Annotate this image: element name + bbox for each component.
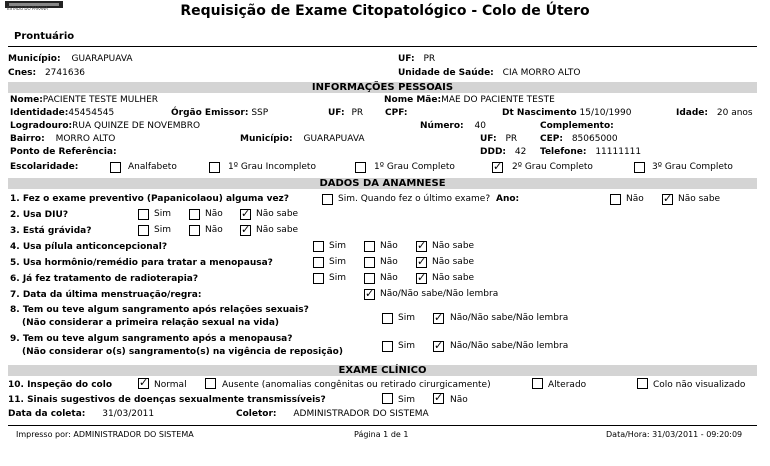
field-orgao: Órgão Emissor: SSP bbox=[171, 108, 269, 118]
check-mark-icon: ✓ bbox=[139, 376, 149, 389]
checkbox-q5-nao[interactable] bbox=[364, 257, 375, 268]
checkbox-q3-nao-sabe[interactable] bbox=[240, 225, 251, 236]
question-5: 5. Usa hormônio/remédio para tratar a menopausa? bbox=[10, 258, 273, 268]
option-label: Não sabe bbox=[256, 209, 299, 219]
checkbox-q6-nao-sabe[interactable] bbox=[416, 273, 427, 284]
checkbox-q2-nao[interactable] bbox=[189, 209, 200, 220]
checkbox-q1-sim[interactable] bbox=[322, 194, 333, 205]
option-label: Não/Não sabe/Não lembra bbox=[380, 289, 499, 299]
option-label: Sim bbox=[329, 257, 346, 267]
question-9: 9. Tem ou teve algum sangramento após a menopausa? bbox=[10, 334, 293, 344]
question-7: 7. Data da última menstruação/regra: bbox=[10, 290, 202, 300]
prontuario-heading: Prontuário bbox=[14, 31, 75, 42]
checkbox-q4-sim[interactable] bbox=[313, 241, 324, 252]
option-label: Ausente (anomalias congênitas ou retirado cirurgicamente) bbox=[222, 380, 491, 390]
field-uf2: UF: PR bbox=[480, 134, 518, 144]
field-idade: Idade: 20 anos bbox=[676, 108, 753, 118]
option-label: Sim bbox=[398, 395, 415, 405]
question-1: 1. Fez o exame preventivo (Papanicolaou) alguma vez? bbox=[10, 194, 290, 204]
question-11: 11. Sinais sugestivos de doenças sexualmente transmissíveis? bbox=[8, 395, 326, 405]
option-label: Normal bbox=[154, 380, 187, 390]
question-9-note: (Não considerar o(s) sangramento(s) na vigência de reposição) bbox=[22, 347, 343, 357]
check-mark-icon: ✓ bbox=[434, 339, 444, 352]
footer-datahora: Data/Hora: 31/03/2011 - 09:20:09 bbox=[606, 430, 743, 439]
option-label: Não bbox=[205, 225, 223, 235]
field-bairro: Bairro: MORRO ALTO bbox=[10, 134, 116, 144]
checkbox-q11-sim[interactable] bbox=[382, 393, 393, 404]
option-label: Sim bbox=[154, 225, 171, 235]
unit-uf: UF: PR bbox=[398, 54, 436, 64]
question-4: 4. Usa pílula anticoncepcional? bbox=[10, 242, 168, 252]
question-2: 2. Usa DIU? bbox=[10, 210, 69, 220]
checkbox-q8-nao-lembra[interactable] bbox=[433, 313, 444, 324]
field-identidade: Identidade:45454545 bbox=[10, 108, 115, 118]
checkbox-q3-nao[interactable] bbox=[189, 225, 200, 236]
question-8-note: (Não considerar a primeira relação sexual na vida) bbox=[22, 318, 280, 328]
option-label: 3º Grau Completo bbox=[652, 162, 733, 172]
field-cpf: CPF: bbox=[385, 108, 408, 118]
q1-ano-label: Ano: bbox=[496, 194, 520, 204]
checkbox-1grau-completo[interactable] bbox=[355, 162, 366, 173]
question-6: 6. Já fez tratamento de radioterapia? bbox=[10, 274, 199, 284]
checkbox-q2-sim[interactable] bbox=[138, 209, 149, 220]
option-label: Não/Não sabe/Não lembra bbox=[450, 313, 569, 323]
checkbox-q9-nao-lembra[interactable] bbox=[433, 341, 444, 352]
footer-pagina: Página 1 de 1 bbox=[354, 430, 409, 439]
section-personal-info: INFORMAÇÕES PESSOAIS bbox=[8, 82, 757, 93]
check-mark-icon: ✓ bbox=[493, 160, 503, 173]
checkbox-3grau-completo[interactable] bbox=[634, 162, 645, 173]
section-anamnese: DADOS DA ANAMNESE bbox=[8, 178, 757, 189]
check-mark-icon: ✓ bbox=[365, 287, 375, 300]
field-telefone: Telefone: 11111111 bbox=[540, 147, 642, 157]
checkbox-q10-normal[interactable] bbox=[138, 378, 149, 389]
option-label: Não sabe bbox=[432, 273, 475, 283]
option-label: Não sabe bbox=[432, 257, 475, 267]
checkbox-q2-nao-sabe[interactable] bbox=[240, 209, 251, 220]
option-label: Não bbox=[626, 194, 644, 204]
checkbox-q4-nao-sabe[interactable] bbox=[416, 241, 427, 252]
option-label: Não sabe bbox=[678, 194, 721, 204]
field-complemento: Complemento: bbox=[540, 121, 614, 131]
checkbox-q7-nao-lembra[interactable] bbox=[364, 289, 375, 300]
checkbox-q9-sim[interactable] bbox=[382, 341, 393, 352]
option-label: 1º Grau Completo bbox=[374, 162, 455, 172]
check-mark-icon: ✓ bbox=[434, 391, 444, 404]
check-mark-icon: ✓ bbox=[241, 223, 251, 236]
checkbox-q5-nao-sabe[interactable] bbox=[416, 257, 427, 268]
option-label: Sim bbox=[329, 241, 346, 251]
unit-cnes: Cnes: 2741636 bbox=[8, 68, 86, 78]
unit-unidade: Unidade de Saúde: CIA MORRO ALTO bbox=[398, 68, 581, 78]
divider bbox=[8, 46, 757, 47]
check-mark-icon: ✓ bbox=[417, 271, 427, 284]
check-mark-icon: ✓ bbox=[417, 239, 427, 252]
checkbox-analfabeto[interactable] bbox=[110, 162, 121, 173]
logo-caption: ESTADO DO PARANA bbox=[7, 6, 48, 11]
checkbox-q10-nao-visualizado[interactable] bbox=[637, 378, 648, 389]
option-label: Não bbox=[380, 257, 398, 267]
escolaridade-label: Escolaridade: bbox=[10, 162, 79, 172]
question-10: 10. Inspeção do colo bbox=[8, 380, 113, 390]
checkbox-q1-nao-sabe[interactable] bbox=[662, 194, 673, 205]
field-ddd: DDD: 42 bbox=[480, 147, 527, 157]
checkbox-1grau-incompleto[interactable] bbox=[209, 162, 220, 173]
option-label: Sim bbox=[329, 273, 346, 283]
field-ponto-referencia: Ponto de Referência: bbox=[10, 147, 117, 157]
option-label: Sim bbox=[398, 313, 415, 323]
field-nome: Nome:PACIENTE TESTE MULHER bbox=[10, 95, 159, 105]
option-label: Alterado bbox=[548, 380, 587, 390]
option-label: Não sabe bbox=[432, 241, 475, 251]
field-coletor: Coletor: ADMINISTRADOR DO SISTEMA bbox=[236, 409, 429, 419]
footer-divider bbox=[8, 425, 757, 426]
option-label: Não bbox=[450, 395, 468, 405]
checkbox-q6-nao[interactable] bbox=[364, 273, 375, 284]
option-label: Não bbox=[380, 273, 398, 283]
checkbox-q10-alterado[interactable] bbox=[532, 378, 543, 389]
checkbox-2grau-completo[interactable] bbox=[492, 162, 503, 173]
field-logradouro: Logradouro:RUA QUINZE DE NOVEMBRO bbox=[10, 121, 201, 131]
page-title: Requisição de Exame Citopatológico - Colo de Útero bbox=[180, 3, 590, 19]
checkbox-q11-nao[interactable] bbox=[433, 393, 444, 404]
checkbox-q8-sim[interactable] bbox=[382, 313, 393, 324]
option-label: Analfabeto bbox=[128, 162, 177, 172]
section-exame-clinico: EXAME CLÍNICO bbox=[8, 365, 757, 376]
question-8: 8. Tem ou teve algum sangramento após relações sexuais? bbox=[10, 305, 309, 315]
option-label: 2º Grau Completo bbox=[512, 162, 593, 172]
checkbox-q4-nao[interactable] bbox=[364, 241, 375, 252]
option-label: Não bbox=[380, 241, 398, 251]
footer-impresso: Impresso por: ADMINISTRADOR DO SISTEMA bbox=[16, 430, 194, 439]
checkbox-q10-ausente[interactable] bbox=[205, 378, 216, 389]
option-label: Sim bbox=[398, 341, 415, 351]
checkbox-q5-sim[interactable] bbox=[313, 257, 324, 268]
option-label: 1º Grau Incompleto bbox=[228, 162, 316, 172]
option-label: Sim bbox=[154, 209, 171, 219]
check-mark-icon: ✓ bbox=[663, 192, 673, 205]
option-label: Não bbox=[205, 209, 223, 219]
checkbox-q1-nao[interactable] bbox=[610, 194, 621, 205]
field-data-coleta: Data da coleta: 31/03/2011 bbox=[8, 409, 155, 419]
field-numero: Número: 40 bbox=[420, 121, 486, 131]
field-cep: CEP: 85065000 bbox=[540, 134, 618, 144]
field-municipio: Município: GUARAPUAVA bbox=[240, 134, 365, 144]
check-mark-icon: ✓ bbox=[241, 207, 251, 220]
checkbox-q6-sim[interactable] bbox=[313, 273, 324, 284]
field-nome-mae: Nome Mãe:MAE DO PACIENTE TESTE bbox=[384, 95, 555, 105]
check-mark-icon: ✓ bbox=[434, 311, 444, 324]
option-label: Colo não visualizado bbox=[653, 380, 746, 390]
question-3: 3. Está grávida? bbox=[10, 226, 92, 236]
field-dtnasc: Dt Nascimento 15/10/1990 bbox=[502, 108, 632, 118]
q1-sim-label: Sim. Quando fez o último exame? bbox=[338, 194, 491, 204]
option-label: Não/Não sabe/Não lembra bbox=[450, 341, 569, 351]
checkbox-q3-sim[interactable] bbox=[138, 225, 149, 236]
unit-municipio: Município: GUARAPUAVA bbox=[8, 54, 133, 64]
field-uf: UF: PR bbox=[328, 108, 364, 118]
option-label: Não sabe bbox=[256, 225, 299, 235]
check-mark-icon: ✓ bbox=[417, 255, 427, 268]
